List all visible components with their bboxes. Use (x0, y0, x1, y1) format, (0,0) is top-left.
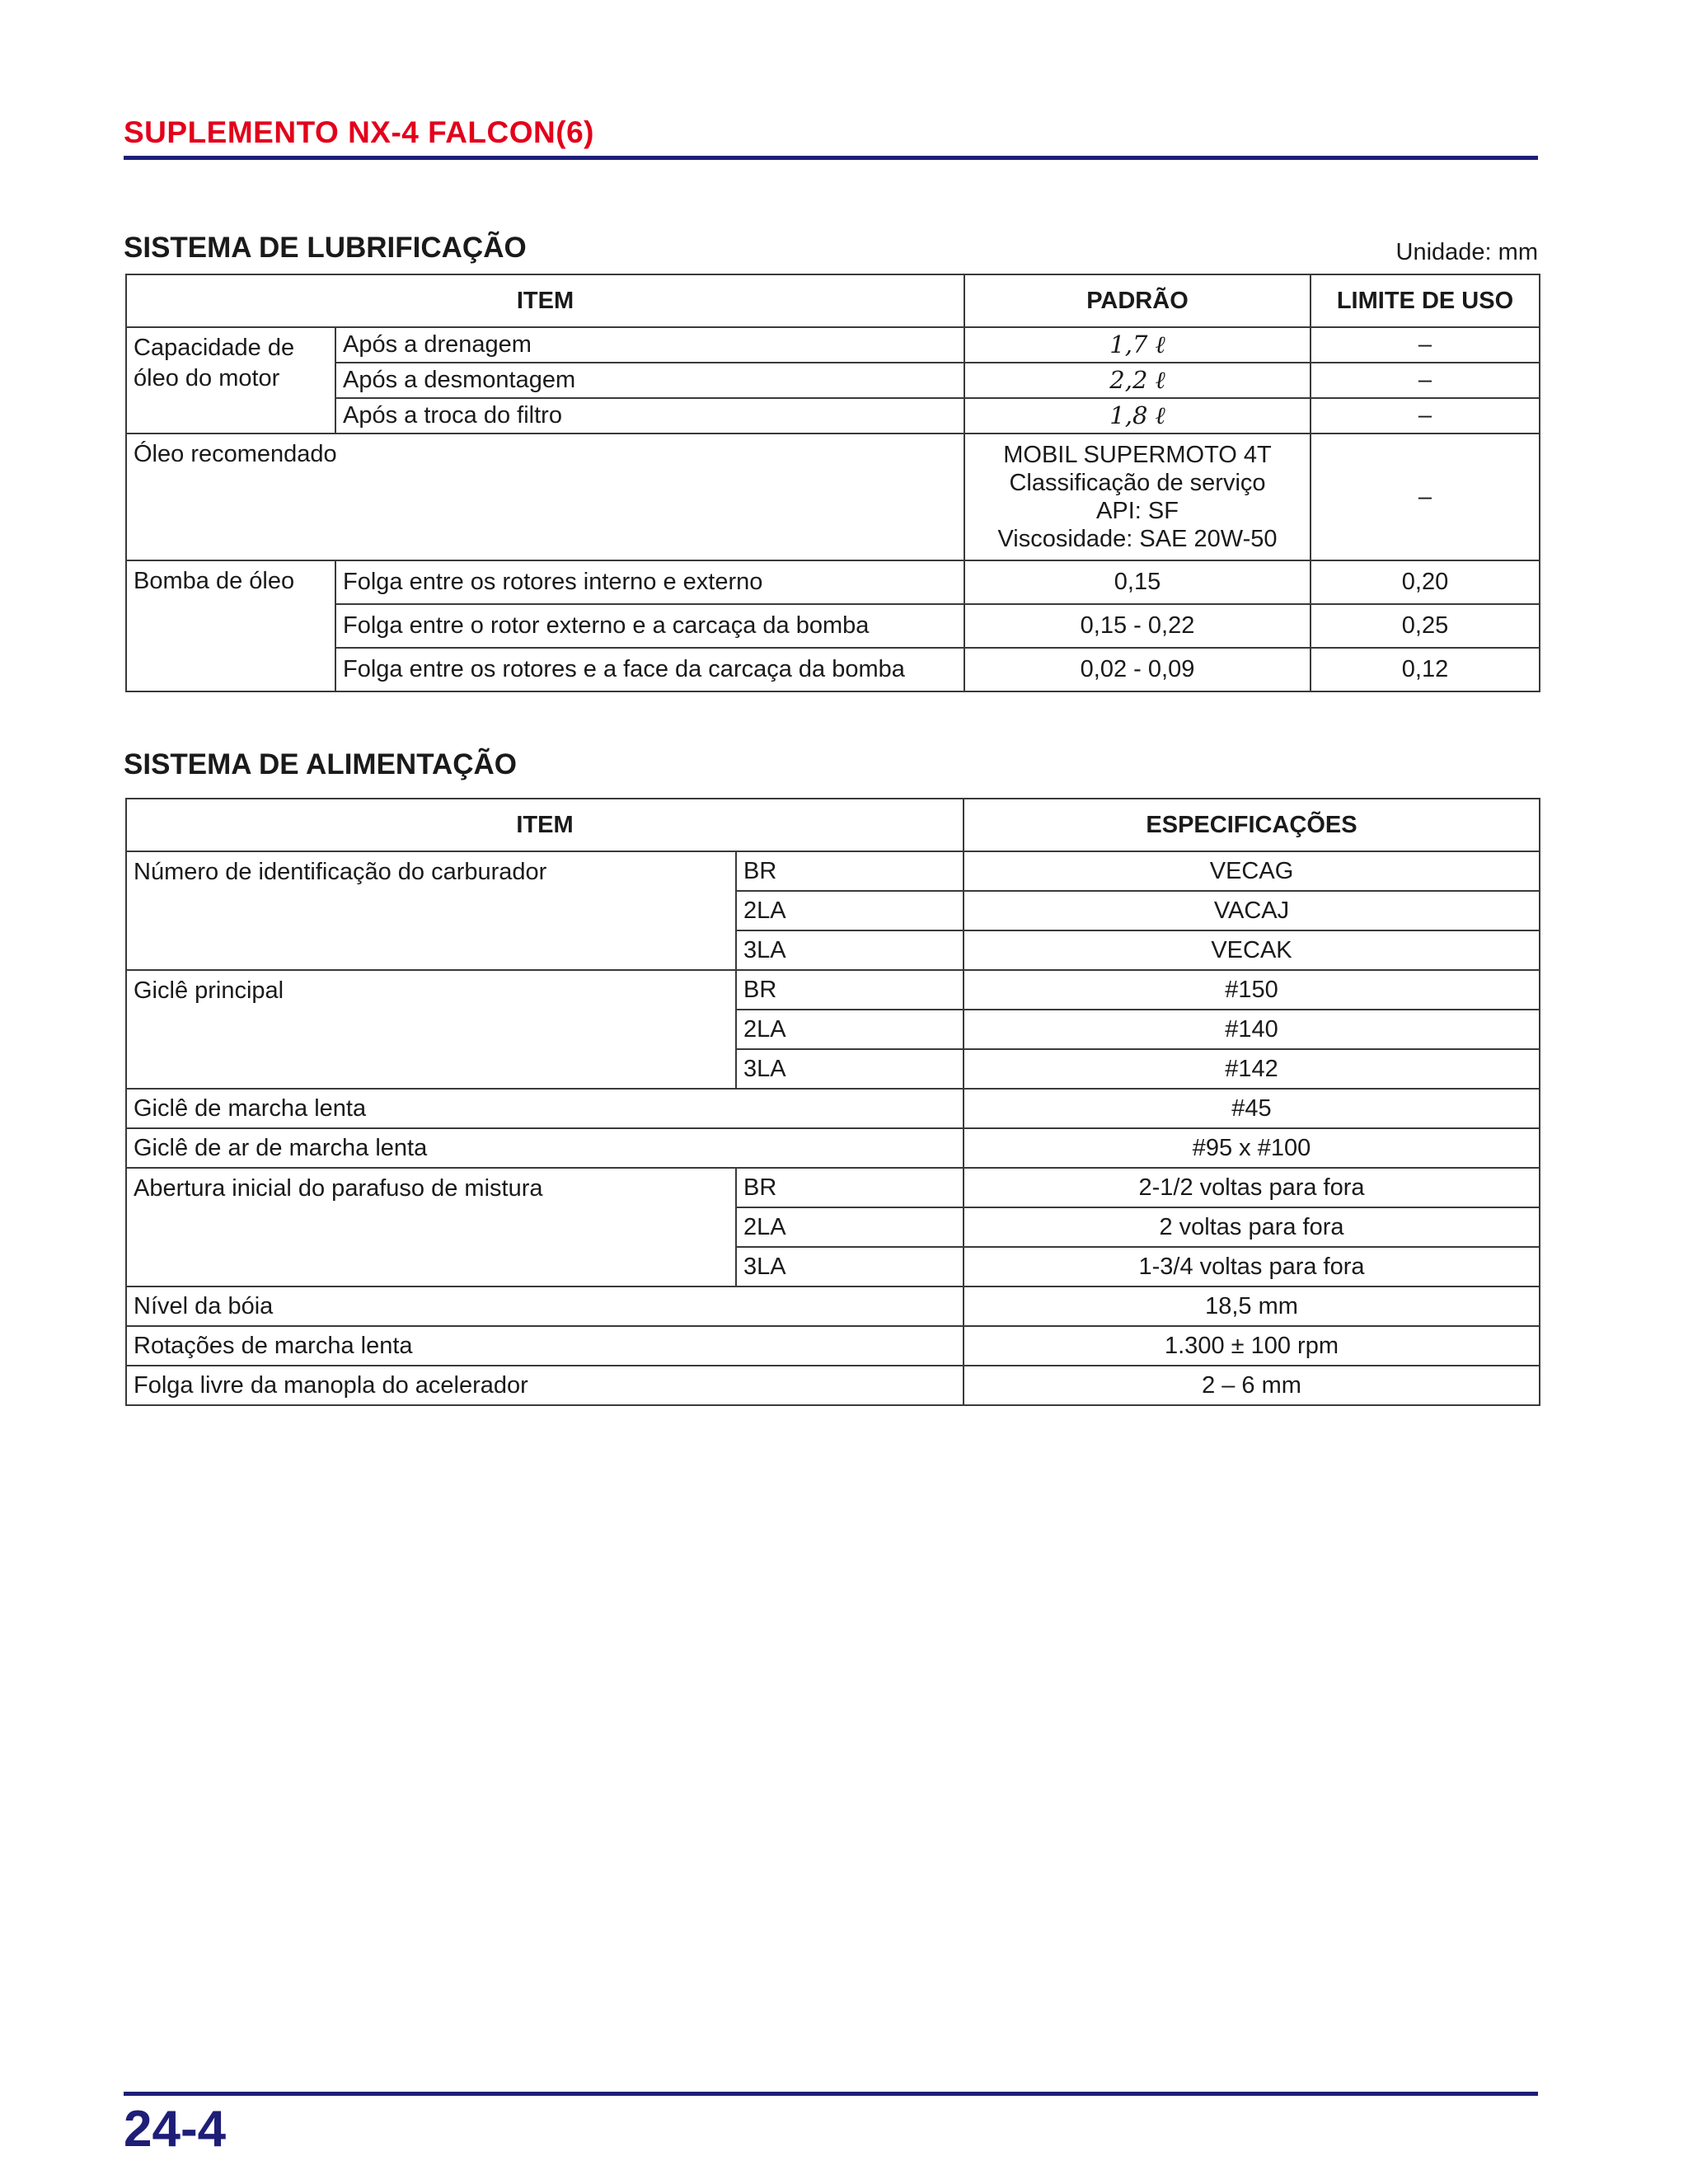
row-limit: – (1311, 398, 1540, 434)
slow-air-jet-label: Giclê de ar de marcha lenta (126, 1128, 964, 1168)
row-item: Após a desmontagem (335, 363, 964, 398)
row-standard: 1,8 ℓ (964, 398, 1311, 434)
header-item: ITEM (126, 274, 964, 327)
row-standard: 1,7 ℓ (964, 327, 1311, 363)
row-spec: #150 (964, 970, 1540, 1010)
slow-jet-label: Giclê de marcha lenta (126, 1089, 964, 1128)
page-header-title: SUPLEMENTO NX-4 FALCON(6) (124, 115, 594, 149)
footer-rule (124, 2092, 1538, 2096)
table-row (126, 1168, 1540, 1207)
row-item: Folga entre o rotor externo e a carcaça da bomba (335, 604, 964, 648)
row-spec: 2 – 6 mm (964, 1366, 1540, 1405)
row-variant: 3LA (736, 930, 964, 970)
row-variant: 3LA (736, 1049, 964, 1089)
row-spec: 2-1/2 voltas para fora (964, 1168, 1540, 1207)
table-row (126, 970, 1540, 1010)
row-spec: 1.300 ± 100 rpm (964, 1326, 1540, 1366)
row-variant: BR (736, 970, 964, 1010)
row-variant: 3LA (736, 1247, 964, 1286)
recommended-oil-line: API: SF (1096, 498, 1179, 524)
carb-id-label: Número de identificação do carburador (126, 851, 736, 970)
recommended-oil-spec (964, 434, 1311, 560)
row-limit: 0,20 (1311, 560, 1540, 604)
table-header-row (126, 799, 1540, 851)
lubrication-section-title: SISTEMA DE LUBRIFICAÇÃO (124, 232, 527, 264)
lubrication-spec-table (125, 274, 1540, 692)
row-limit: 0,12 (1311, 648, 1540, 691)
row-spec: #95 x #100 (964, 1128, 1540, 1168)
main-jet-label: Giclê principal (126, 970, 736, 1089)
header-rule (124, 156, 1538, 160)
recommended-oil-line: Classificação de serviço (1009, 470, 1266, 496)
recommended-oil-label: Óleo recomendado (126, 434, 964, 560)
row-spec: VECAK (964, 930, 1540, 970)
fuel-section-title: SISTEMA DE ALIMENTAÇÃO (124, 748, 518, 780)
table-row (126, 648, 1540, 691)
row-spec: #45 (964, 1089, 1540, 1128)
header-limit: LIMITE DE USO (1311, 274, 1540, 327)
header-item: ITEM (126, 799, 964, 851)
row-item: Folga entre os rotores interno e externo (335, 560, 964, 604)
recommended-oil-line: MOBIL SUPERMOTO 4T (1003, 442, 1272, 468)
row-variant: BR (736, 851, 964, 891)
page-number: 24-4 (124, 2101, 227, 2158)
table-header-row (126, 274, 1540, 327)
oil-pump-label: Bomba de óleo (126, 560, 335, 691)
row-spec: 2 voltas para fora (964, 1207, 1540, 1247)
float-level-label: Nível da bóia (126, 1286, 964, 1326)
row-limit: – (1311, 327, 1540, 363)
recommended-oil-line: Viscosidade: SAE 20W-50 (997, 526, 1278, 552)
table-row (126, 1326, 1540, 1366)
unit-label: Unidade: mm (1395, 239, 1538, 265)
row-item: Após a drenagem (335, 327, 964, 363)
table-row (126, 1128, 1540, 1168)
row-variant: 2LA (736, 1207, 964, 1247)
header-standard: PADRÃO (964, 274, 1311, 327)
row-spec: VECAG (964, 851, 1540, 891)
row-standard: 0,15 (964, 560, 1311, 604)
table-row (126, 363, 1540, 398)
table-row (126, 851, 1540, 891)
row-limit: – (1311, 363, 1540, 398)
row-spec: #140 (964, 1010, 1540, 1049)
table-row (126, 1366, 1540, 1405)
table-row (126, 560, 1540, 604)
row-standard: 2,2 ℓ (964, 363, 1311, 398)
fuel-spec-table (125, 798, 1540, 1406)
row-standard: 0,15 - 0,22 (964, 604, 1311, 648)
row-variant: BR (736, 1168, 964, 1207)
table-row (126, 434, 1540, 560)
row-item: Após a troca do filtro (335, 398, 964, 434)
table-row (126, 327, 1540, 363)
row-spec: 1-3/4 voltas para fora (964, 1247, 1540, 1286)
row-standard: 0,02 - 0,09 (964, 648, 1311, 691)
idle-speed-label: Rotações de marcha lenta (126, 1326, 964, 1366)
throttle-play-label: Folga livre da manopla do acelerador (126, 1366, 964, 1405)
row-spec: #142 (964, 1049, 1540, 1089)
pilot-screw-label: Abertura inicial do parafuso de mistura (126, 1168, 736, 1286)
header-spec: ESPECIFICAÇÕES (964, 799, 1540, 851)
table-row (126, 604, 1540, 648)
row-spec: 18,5 mm (964, 1286, 1540, 1326)
row-variant: 2LA (736, 1010, 964, 1049)
table-row (126, 1089, 1540, 1128)
table-row (126, 1286, 1540, 1326)
table-row (126, 398, 1540, 434)
row-item: Folga entre os rotores e a face da carcaça da bomba (335, 648, 964, 691)
oil-capacity-label: Capacidade de óleo do motor (126, 327, 335, 434)
row-limit: – (1311, 434, 1540, 560)
row-spec: VACAJ (964, 891, 1540, 930)
row-variant: 2LA (736, 891, 964, 930)
row-limit: 0,25 (1311, 604, 1540, 648)
